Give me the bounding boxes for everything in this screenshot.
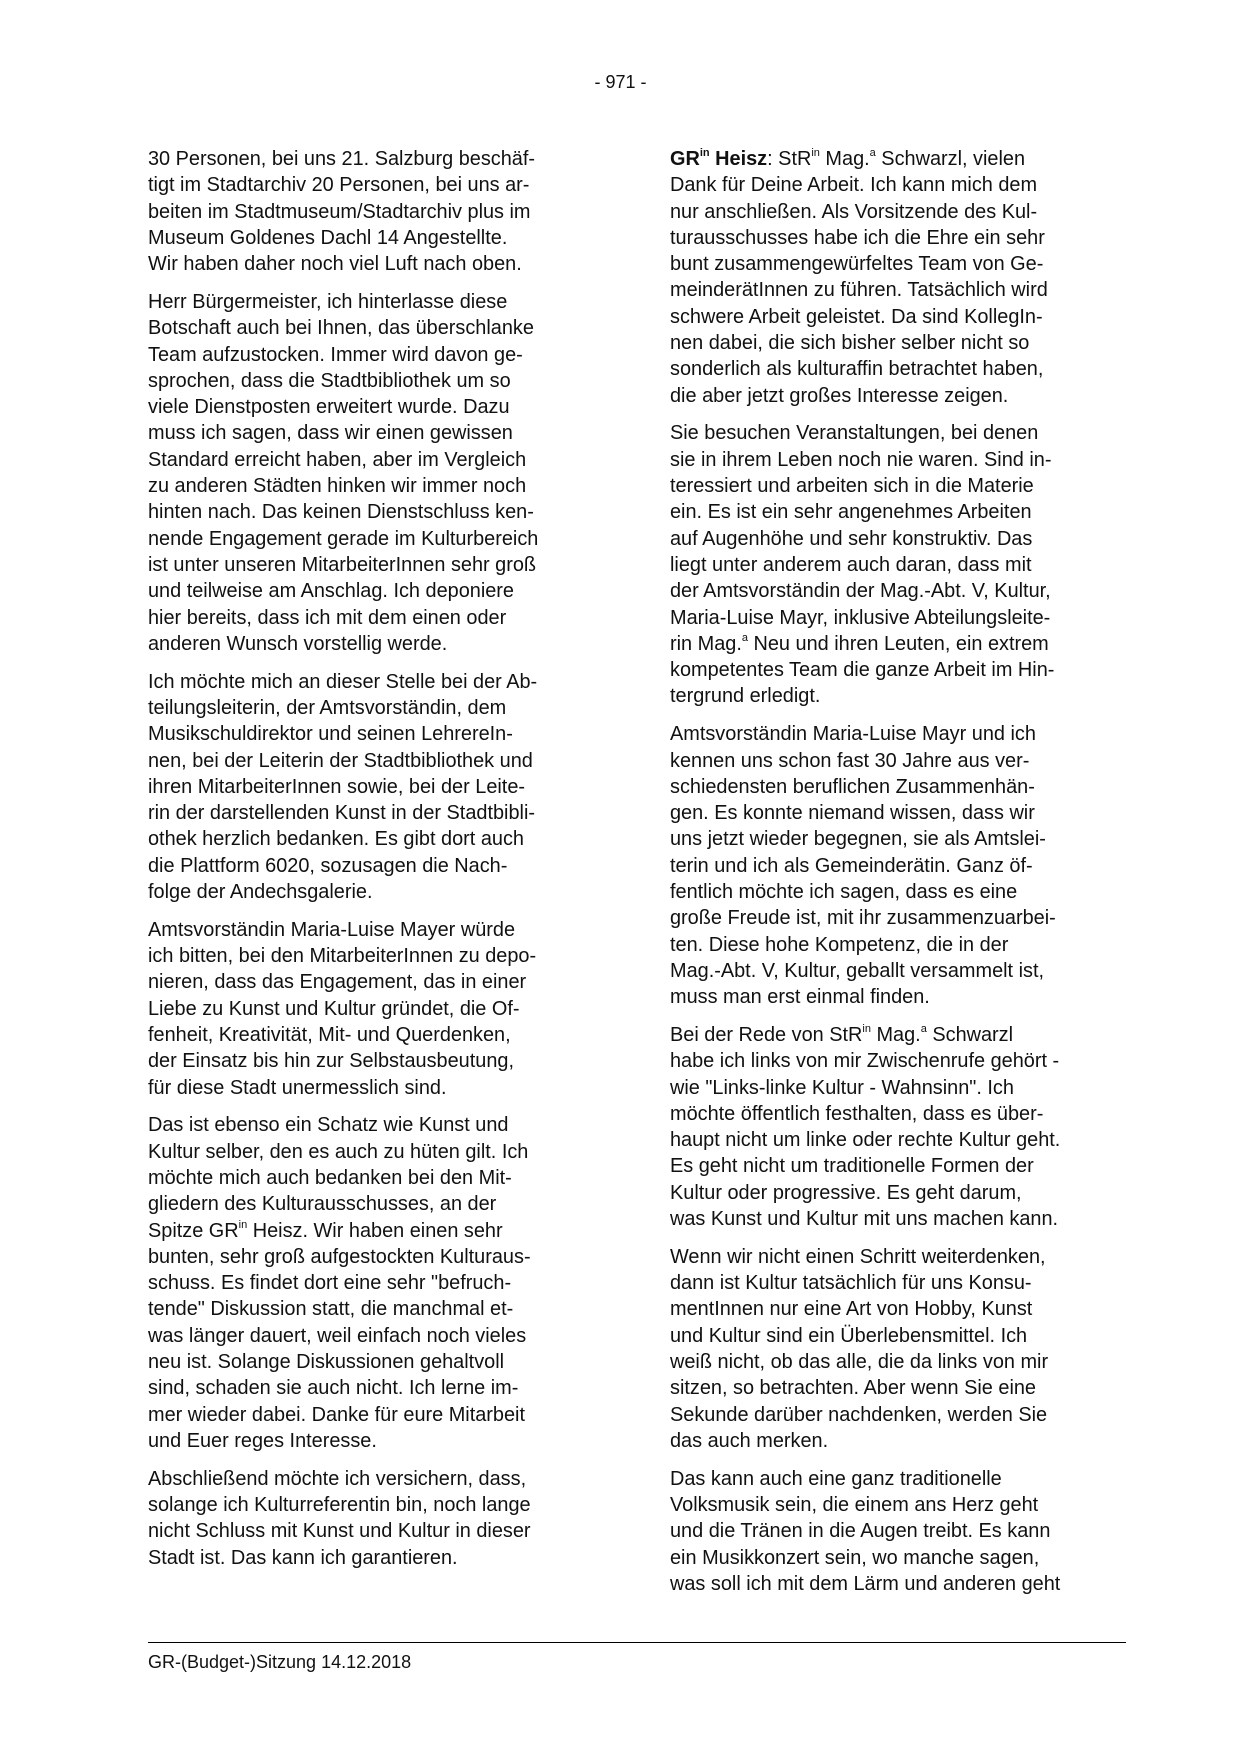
paragraph bbox=[670, 146, 1112, 409]
paragraph: Wenn wir nicht einen Schritt weiterdenken, dann ist Kultur tatsächlich für uns Konsu- mentInnen nur eine Art von Hobby, Kunst und Kultur sind ein Überlebensmittel. Ich weiß nicht, ob das alle, die da links von mir sitzen, so betrachten. Aber wenn Sie eine Sekunde darüber nachdenken, werden Sie das auch merken. bbox=[670, 1245, 1049, 1452]
paragraph bbox=[670, 1022, 1112, 1232]
text-run: Mag. bbox=[819, 148, 870, 170]
superscript: a bbox=[920, 1023, 927, 1036]
paragraph: 30 Personen, bei uns 21. Salzburg beschäf- tigt im Stadtarchiv 20 Personen, bei uns ar- beiten im Stadtmuseum/Stadtarchiv plus im Museum Goldenes Dachl 14 Angestellte. Wir haben daher noch viel Luft nach oben. bbox=[148, 148, 536, 276]
left-column bbox=[148, 146, 590, 1582]
superscript: in bbox=[811, 147, 820, 160]
text-run: Neu und ihren Leuten, ein extrem kompetentes Team die ganze Arbeit im Hin- tergrund erledigt. bbox=[670, 632, 1055, 708]
superscript: in bbox=[699, 147, 710, 160]
paragraph: Amtsvorständin Maria-Luise Mayer würde ich bitten, bei den MitarbeiterInnen zu depo- nieren, dass das Engagement, das in einer Liebe zu Kunst und Kultur gründet, die Of- fenheit, Kreativität, Mit- und Querdenken, der Einsatz bis hin zur Selbstausbeutung, für diese Stadt unermesslich sind. bbox=[148, 918, 537, 1099]
paragraph: Abschließend möchte ich versichern, dass, solange ich Kulturreferentin bin, noch lange nicht Schluss mit Kunst und Kultur in dieser Stadt ist. Das kann ich garantieren. bbox=[148, 1467, 531, 1569]
superscript: a bbox=[741, 632, 748, 645]
superscript: in bbox=[238, 1218, 248, 1231]
text-run: Das ist ebenso ein Schatz wie Kunst und Kultur selber, den es auch zu hüten gilt. Ich möchte mich auch bedanken bei den Mit- gliedern des Kulturausschusses, an der Spitze GR bbox=[148, 1114, 529, 1242]
footer-text: GR-(Budget-)Sitzung 14.12.2018 bbox=[148, 1652, 412, 1672]
text-run: : StR bbox=[767, 148, 812, 170]
paragraph bbox=[670, 420, 1112, 709]
speaker-name bbox=[670, 148, 767, 170]
text-run: Heisz bbox=[709, 148, 768, 170]
text-run: Schwarzl, vielen Dank für Deine Arbeit. Ich kann mich dem nur anschließen. Als Vorsitzende des Kul- turausschusses habe ich die Ehre ein sehr bunt zusammengewürfeltes Team von Ge- meinderätInnen zu führen. Tatsächlich wird schwere Arbeit geleistet. Da sind KollegIn- nen dabei, die sich bisher selber nicht so sonderlich als kulturaffin betrachtet haben, die aber jetzt großes Interesse zeigen. bbox=[670, 148, 1048, 407]
page-number: - 971 - bbox=[594, 72, 647, 92]
text-run: Heisz. Wir haben einen sehr bunten, sehr groß aufgestockten Kulturaus- schuss. Es findet dort eine sehr "befruch- tende" Diskussion statt, die manchmal et- was länger dauert, weil einfach noch vieles neu ist. Solange Diskussionen gehaltvoll sind, schaden sie auch nicht. Ich lerne im- mer wieder dabei. Danke für eure Mitarbeit und Euer reges Interesse. bbox=[148, 1219, 531, 1452]
paragraph: Herr Bürgermeister, ich hinterlasse diese Botschaft auch bei Ihnen, das überschlanke Team aufzustocken. Immer wird davon ge- sprochen, dass die Stadtbibliothek um so viele Dienstposten erweitert wurde. Dazu muss ich sagen, dass wir einen gewissen Standard erreicht haben, aber im Vergleich zu anderen Städten hinken wir immer noch hinten nach. Das keinen Dienstschluss ken- nende Engagement gerade im Kulturbereich ist unter unseren MitarbeiterInnen sehr groß und teilweise am Anschlag. Ich deponiere hier bereits, dass ich mit dem einen oder anderen Wunsch vorstellig werde. bbox=[148, 290, 539, 655]
paragraph: Ich möchte mich an dieser Stelle bei der Ab- teilungsleiterin, der Amtsvorständin, dem Musikschuldirektor und seinen LehrereIn- nen, bei der Leiterin der Stadtbibliothek und ihren MitarbeiterInnen sowie, bei der Leite- rin der darstellenden Kunst in der Stadtbibli- othek herzlich bedanken. Es gibt dort auch die Plattform 6020, sozusagen die Nach- folge der Andechsgalerie. bbox=[148, 670, 538, 904]
text-run: Sie besuchen Veranstaltungen, bei denen sie in ihrem Leben noch nie waren. Sind in- teressiert und arbeiten sich in die Materie ein. Es ist ein sehr angenehmes Arbeiten auf Augenhöhe und sehr konstruktiv. Das liegt unter anderem auch daran, dass mit der Amtsvorständin der Mag.-Abt. V, Kultur, Maria-Luise Mayr, inklusive Abteilungsleite- rin Mag. bbox=[670, 422, 1052, 655]
text-run: Mag. bbox=[870, 1024, 921, 1046]
right-column bbox=[670, 146, 1112, 1609]
text-run: Bei der Rede von StR bbox=[670, 1024, 863, 1046]
paragraph: Amtsvorständin Maria-Luise Mayr und ich kennen uns schon fast 30 Jahre aus ver- schiedensten beruflichen Zusammenhän- gen. Es konnte niemand wissen, dass wir uns jetzt wieder begegnen, sie als Amtslei- terin und ich als Gemeinderätin. Ganz öf- fentlich möchte ich sagen, dass es eine große Freude ist, mit ihr zusammenzuarbei- ten. Diese hohe Kompetenz, die in der Mag.-Abt. V, Kultur, geballt versammelt ist, muss man erst einmal finden. bbox=[670, 723, 1056, 1009]
footer-divider bbox=[148, 1642, 1126, 1643]
superscript: a bbox=[869, 147, 876, 160]
text-run: Schwarzl habe ich links von mir Zwischenrufe gehört - wie "Links-linke Kultur - Wahnsinn". Ich möchte öffentlich festhalten, dass es über- haupt nicht um linke oder rechte Kultur geht. Es geht nicht um traditionelle Formen der Kultur oder progressive. Es geht darum, was Kunst und Kultur mit uns machen kann. bbox=[670, 1024, 1061, 1231]
text-run: GR bbox=[670, 148, 700, 170]
paragraph: Das kann auch eine ganz traditionelle Volksmusik sein, die einem ans Herz geht und die Tränen in die Augen treibt. Es kann ein Musikkonzert sein, wo manche sagen, was soll ich mit dem Lärm und anderen geht bbox=[670, 1467, 1061, 1595]
superscript: in bbox=[862, 1023, 871, 1036]
paragraph bbox=[148, 1112, 590, 1454]
